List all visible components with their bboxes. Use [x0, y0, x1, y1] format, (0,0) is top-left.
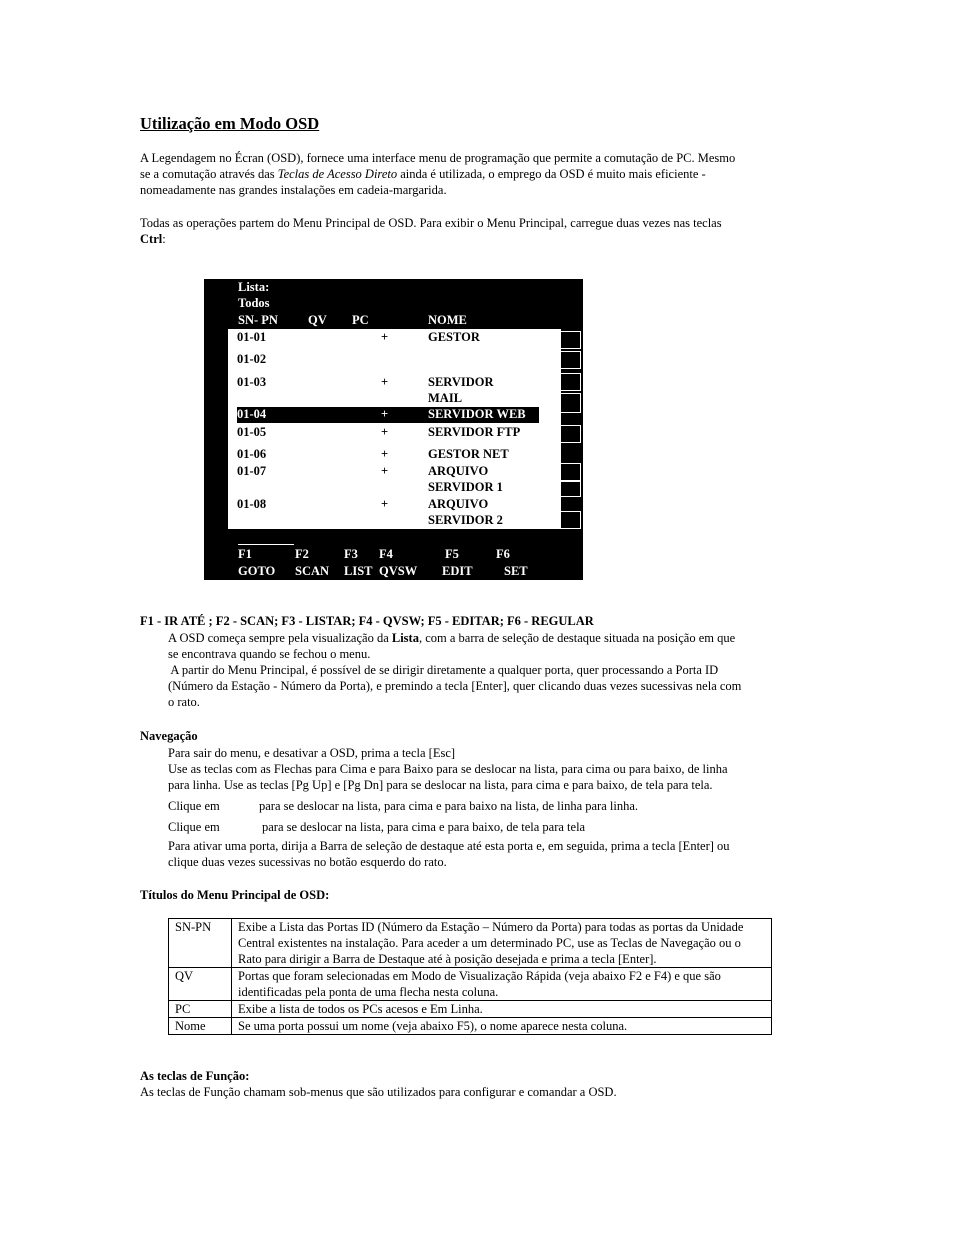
table-row: PC Exibe a lista de todos os PCs acesos e Em Linha.: [169, 1001, 772, 1018]
fkeys-paragraph: A OSD começa sempre pela visualização da Lista, com a barra de seleção de destaque situada na posição em que se encontrava quando se fechou o menu. A partir do Menu Principal, é possível de se dirigir diretamente a qualquer porta, quer processando a Porta ID (Número da Estação - Número da Porta), e premindo a tecla [Enter], quer clicando duas vezes sucessivas nela com o rato.: [168, 631, 742, 709]
ctrl-key: Ctrl: [140, 232, 163, 246]
intro-paragraph: A Legendagem no Écran (OSD), fornece uma interface menu de programação que permite a comutação de PC. Mesmo se a comutação através das Teclas de Acesso Direto ainda é utilizada, o emprego da OSD é muito mais eficiente - nomeadamente nas grandes instalações em cadeia-margarida.: [140, 151, 736, 197]
col-header-qv: QV: [308, 313, 327, 327]
titles-table: [168, 918, 772, 1035]
operations-paragraph: Todas as operações partem do Menu Principal de OSD. Para exibir o Menu Principal, carregue duas vezes nas teclas Ctrl:: [140, 216, 722, 246]
table-row: Nome Se uma porta possui um nome (veja abaixo F5), o nome aparece nesta coluna.: [169, 1018, 772, 1035]
fkey-f4[interactable]: F4: [379, 547, 393, 561]
page-title: Utilização em Modo OSD: [140, 114, 320, 133]
col-header-nome: NOME: [428, 313, 467, 327]
osd-port-list[interactable]: 01-01 + GESTOR 01-02 01-03 + SERVIDOR MAIL 01-04 + SERVIDOR WEB 01-05 + SERVIDOR FTP 01-06 + GESTOR NET 01-07 + ARQUIVO SERVIDOR 1 01-08 + ARQUIVO SERVIDOR 2: [228, 329, 561, 529]
fkey-f1[interactable]: F1: [238, 547, 252, 561]
fkeys-heading: F1 - IR ATÉ ; F2 - SCAN; F3 - LISTAR; F4 - QVSW; F5 - EDITAR; F6 - REGULAR: [140, 614, 594, 628]
table-row: SN-PN Exibe a Lista das Portas ID (Número da Estação – Número da Porta) para todas as portas da Unidade Central existentes na instalação. Para aceder a um determinado PC, use as Teclas de Navegação ou o Rato para dirigir a Barra de Destaque até à posição desejada e prima a tecla [Enter].: [169, 919, 772, 968]
fkey-list-label[interactable]: LIST: [344, 564, 373, 578]
osd-filter-label: Todos: [238, 296, 270, 310]
selection-highlight-bar[interactable]: 01-04 + SERVIDOR WEB: [237, 407, 539, 423]
col-header-snpn: SN- PN: [238, 313, 278, 327]
navigation-paragraph: Para sair do menu, e desativar a OSD, prima a tecla [Esc] Use as teclas com as Flechas para Cima e para Baixo para se deslocar na lista, para cima ou para baixo, de linha para linha. Use as teclas [Pg Up] e [Pg Dn] para se deslocar na lista, para cima e para baixo, de tela para tela.: [168, 746, 728, 792]
osd-list-label: Lista:: [238, 280, 270, 294]
osd-main-menu: [204, 279, 583, 580]
nav-click-line: Clique em: [168, 799, 220, 813]
table-row: QV Portas que foram selecionadas em Modo de Visualização Rápida (veja abaixo F2 e F4) e que são identificadas pela ponta de uma flecha nesta coluna.: [169, 968, 772, 1001]
fkey-f3[interactable]: F3: [344, 547, 358, 561]
function-keys-text: As teclas de Função chamam sob-menus que são utilizados para configurar e comandar a OSD.: [140, 1085, 617, 1099]
navigation-heading: Navegação: [140, 729, 198, 743]
fkey-scan-label[interactable]: SCAN: [295, 564, 330, 578]
col-header-pc: PC: [352, 313, 369, 327]
fkey-f2[interactable]: F2: [295, 547, 309, 561]
fkey-f5[interactable]: F5: [445, 547, 459, 561]
fkey-f6[interactable]: F6: [496, 547, 510, 561]
fkey-set-label[interactable]: SET: [504, 564, 528, 578]
activate-port-paragraph: Para ativar uma porta, dirija a Barra de seleção de destaque até esta porta e, em seguida, prima a tecla [Enter] ou clique duas vezes sucessivas no botão esquerdo do rato.: [168, 839, 730, 869]
fkey-qvsw-label[interactable]: QVSW: [379, 564, 418, 578]
titles-heading: Títulos do Menu Principal de OSD:: [140, 888, 330, 902]
fkey-edit-label[interactable]: EDIT: [442, 564, 473, 578]
divider: [238, 544, 294, 545]
function-keys-heading: As teclas de Função:: [140, 1069, 250, 1083]
fkey-goto-label[interactable]: GOTO: [238, 564, 276, 578]
nav-click-page-line: Clique em: [168, 820, 220, 834]
